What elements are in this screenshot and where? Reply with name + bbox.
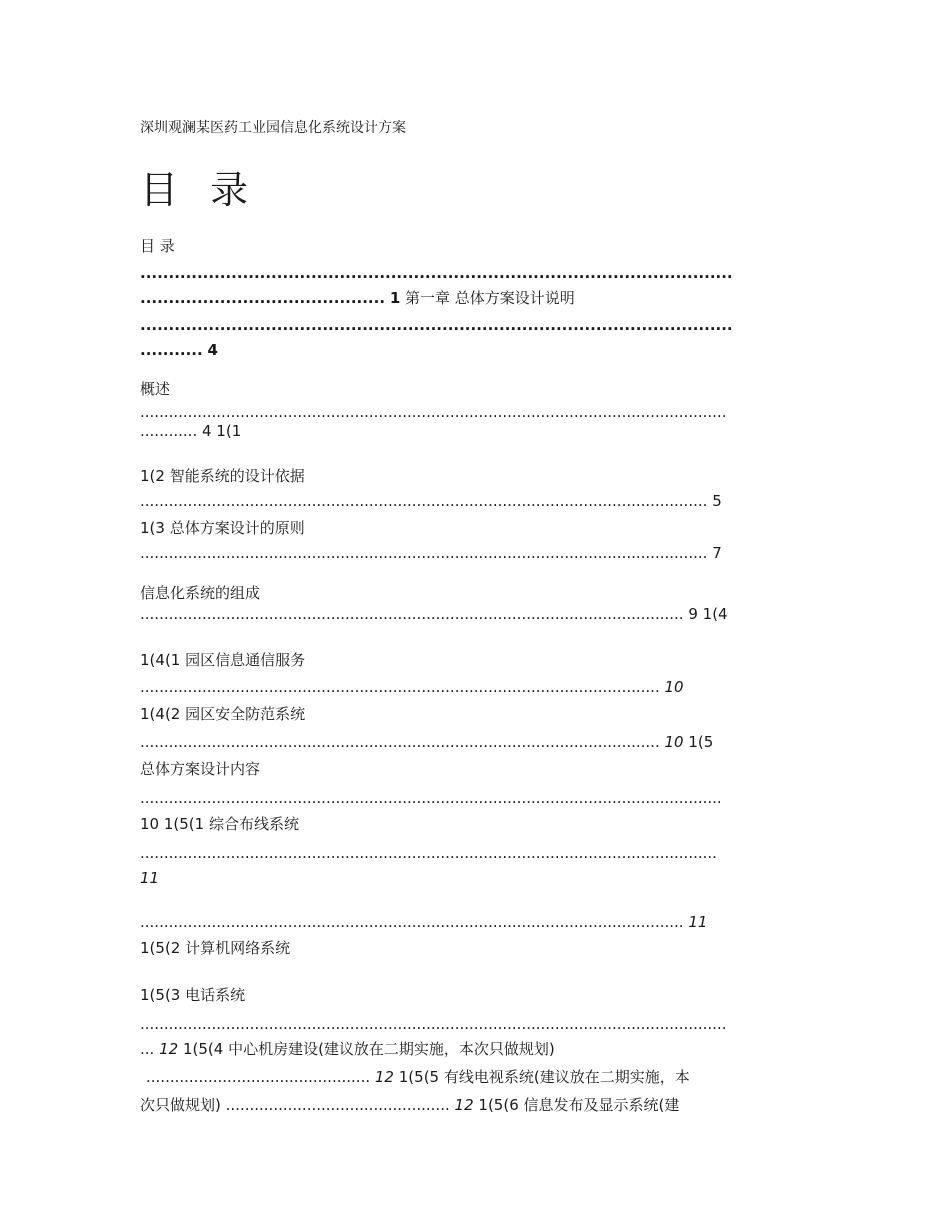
- toc-leader-line-1-4-2: [140, 732, 810, 752]
- toc-leader-dots: .............................................................................................................: [140, 678, 660, 696]
- toc-page-number: 5: [712, 492, 722, 510]
- toc-leader-dots: ...............................................: [146, 1068, 371, 1086]
- toc-leader-dots: ........................................................................................................: [140, 316, 733, 334]
- toc-leader-dots: ...........................................: [140, 289, 386, 307]
- toc-entry-page-4: [140, 340, 810, 360]
- toc-entry-1-5-5: [146, 1067, 810, 1087]
- toc-entry-system-composition: 信息化系统的组成: [140, 584, 261, 602]
- toc-page-number: 11: [140, 869, 160, 887]
- toc-page-number: 10: [664, 733, 684, 751]
- toc-leader-line-1-4-1: [140, 677, 810, 697]
- toc-leader-dots: ...: [140, 1040, 155, 1058]
- toc-leader-dots: ..........................................................................................................................: [140, 789, 722, 807]
- toc-entry-text: 次只做规划): [140, 1096, 221, 1114]
- toc-page-number: 4: [207, 341, 218, 359]
- toc-entry-text: 1(5(6 信息发布及显示系统(建: [478, 1096, 680, 1114]
- toc-leader-dots: .........................................................................................................................: [140, 844, 717, 862]
- toc-leader-dots: .............................................................................................................: [140, 733, 660, 751]
- toc-leader-line-1-2: [140, 491, 810, 511]
- toc-entry-chapter-1: [140, 288, 810, 308]
- toc-entry-1-2: 1(2 智能系统的设计依据: [140, 467, 305, 485]
- toc-entry-text: 第一章 总体方案设计说明: [405, 289, 575, 307]
- toc-entry-1-5-2: 1(5(2 计算机网络系统: [140, 939, 291, 957]
- toc-leader-line-1-5-2: [140, 912, 810, 932]
- toc-page-number: 12: [159, 1040, 179, 1058]
- toc-page-number: 10: [664, 678, 684, 696]
- toc-entry-overview: 概述: [140, 380, 171, 398]
- toc-entry-1-3: 1(3 总体方案设计的原则: [140, 519, 305, 537]
- toc-leader-dots: ...........: [140, 341, 203, 359]
- toc-leader-dots: ...........................................................................................................................: [140, 1015, 727, 1033]
- toc-entry-text: 1(5: [688, 733, 714, 751]
- toc-entry-1-4-2: 1(4(2 园区安全防范系统: [140, 705, 306, 723]
- toc-leader-line-1-3: [140, 543, 810, 563]
- toc-page-number: 1: [389, 289, 401, 307]
- toc-entry-1-4-1: 1(4(1 园区信息通信服务: [140, 651, 306, 669]
- toc-entry-1-5-6: [140, 1095, 810, 1115]
- toc-leader-dots: ..................................................................................................................: [140, 605, 684, 623]
- toc-leader-dots: ...........................................................................................................................: [140, 403, 727, 421]
- toc-leader-dots: ..................................................................................................................: [140, 913, 684, 931]
- toc-entry-design-content: 总体方案设计内容: [140, 760, 261, 778]
- toc-entry-1-1: ............ 4 1(1: [140, 422, 242, 440]
- toc-page-number: 12: [374, 1068, 394, 1086]
- toc-page-number: 7: [712, 544, 722, 562]
- toc-leader-dots: ...............................................: [225, 1096, 450, 1114]
- document-title: 深圳观澜某医药工业园信息化系统设计方案: [140, 120, 406, 136]
- toc-line-contents: 目 录: [140, 237, 175, 255]
- toc-entry-1-5-1: 10 1(5(1 综合布线系统: [140, 815, 299, 833]
- toc-entry-text: 1(5(4 中心机房建设(建议放在二期实施，本次只做规划): [182, 1040, 555, 1058]
- toc-heading: 目 录: [140, 168, 259, 212]
- toc-leader-dots: .......................................................................................................................: [140, 544, 708, 562]
- toc-entry-1-5-4: [140, 1039, 810, 1059]
- toc-leader-line-1-4: [140, 604, 810, 624]
- toc-leader-dots: .......................................................................................................................: [140, 492, 708, 510]
- toc-page-number: 11: [688, 913, 708, 931]
- toc-page-number: 12: [454, 1096, 474, 1114]
- toc-entry-1-5-3: 1(5(3 电话系统: [140, 986, 246, 1004]
- toc-leader-dots: ........................................................................................................: [140, 264, 733, 282]
- toc-entry-text: 1(5(5 有线电视系统(建议放在二期实施，本: [398, 1068, 690, 1086]
- toc-page-number: 9 1(4: [688, 605, 728, 623]
